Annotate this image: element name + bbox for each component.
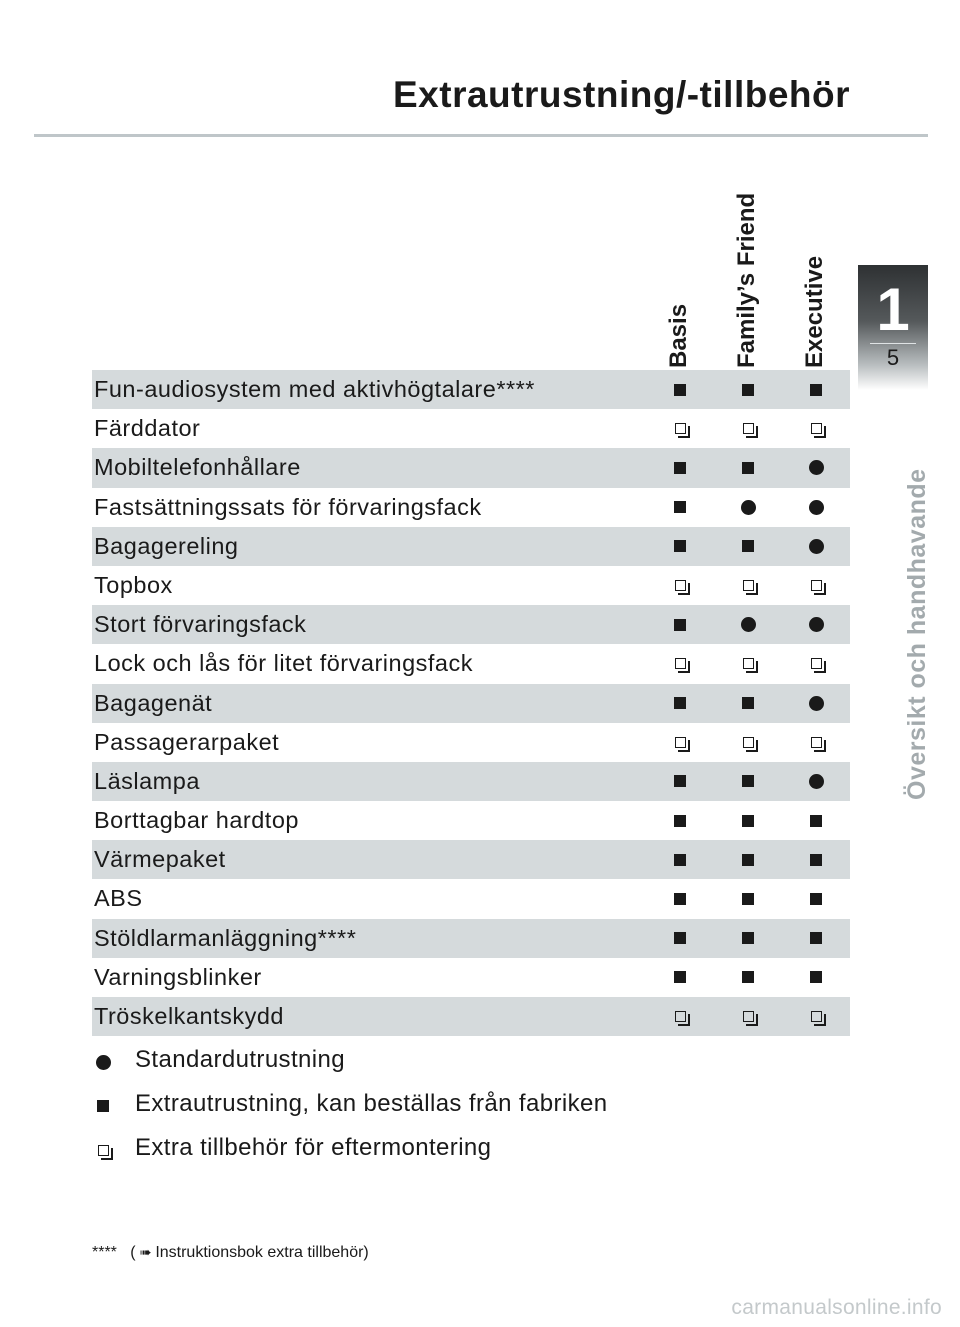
- row-mark-cell: [733, 997, 763, 1036]
- filled-square-icon: [742, 697, 754, 709]
- row-mark-cell: [665, 409, 695, 448]
- legend-symbol: [92, 1128, 114, 1172]
- filled-square-icon: [674, 854, 686, 866]
- table-row: [92, 762, 850, 801]
- row-mark-cell: [733, 840, 763, 879]
- filled-square-icon: [742, 932, 754, 944]
- filled-square-icon: [674, 932, 686, 944]
- row-mark-cell: [801, 723, 831, 762]
- row-label: ABS: [94, 885, 143, 912]
- row-mark-cell: [665, 644, 695, 683]
- legend-symbol: [92, 1040, 114, 1084]
- filled-square-icon: [742, 775, 754, 787]
- row-mark-cell: [665, 919, 695, 958]
- row-mark-cell: [733, 605, 763, 644]
- filled-square-icon: [742, 854, 754, 866]
- row-mark-cell: [733, 723, 763, 762]
- box-checkmark-icon: [811, 737, 822, 748]
- table-row: [92, 370, 850, 409]
- filled-circle-icon: [741, 500, 756, 515]
- row-mark-cell: [665, 997, 695, 1036]
- row-label: Färddator: [94, 415, 201, 442]
- row-label: Stöldlarmanläggning****: [94, 924, 357, 951]
- table-row: [92, 605, 850, 644]
- row-mark-cell: [801, 448, 831, 487]
- title-divider: [34, 134, 928, 137]
- filled-square-icon: [810, 971, 822, 983]
- filled-square-icon: [810, 932, 822, 944]
- row-mark-cell: [665, 879, 695, 918]
- filled-square-icon: [810, 815, 822, 827]
- filled-square-icon: [742, 540, 754, 552]
- row-label: Fastsättningssats för förvaringsfack: [94, 493, 482, 520]
- row-label: Fun-audiosystem med aktivhögtalare****: [94, 376, 535, 402]
- chapter-number: 1: [876, 276, 910, 343]
- row-mark-cell: [733, 644, 763, 683]
- box-checkmark-icon: [743, 658, 754, 669]
- box-checkmark-icon: [743, 423, 754, 434]
- row-mark-cell: [665, 684, 695, 723]
- footnote-open: (: [130, 1244, 136, 1261]
- filled-square-icon: [742, 384, 754, 396]
- table-row: [92, 488, 850, 527]
- row-label: Tröskelkantskydd: [94, 1003, 284, 1029]
- filled-square-icon: [742, 971, 754, 983]
- row-mark-cell: [665, 801, 695, 840]
- filled-square-icon: [674, 893, 686, 905]
- row-mark-cell: [801, 644, 831, 683]
- row-mark-cell: [801, 488, 831, 527]
- row-mark-cell: [665, 370, 695, 409]
- row-label: Läslampa: [94, 767, 200, 794]
- box-checkmark-icon: [811, 423, 822, 434]
- table-row: [92, 840, 850, 879]
- filled-circle-icon: [809, 500, 824, 515]
- row-mark-cell: [801, 762, 831, 801]
- row-mark-cell: [801, 879, 831, 918]
- filled-square-icon: [674, 775, 686, 787]
- row-mark-cell: [733, 958, 763, 997]
- row-label: Varningsblinker: [94, 963, 262, 990]
- row-mark-cell: [733, 488, 763, 527]
- row-mark-cell: [665, 958, 695, 997]
- filled-square-icon: [674, 501, 686, 513]
- row-mark-cell: [801, 527, 831, 566]
- box-checkmark-icon: [675, 658, 686, 669]
- table-row: [92, 879, 850, 918]
- page-title: Extrautrustning/-tillbehör: [393, 74, 850, 115]
- row-mark-cell: [733, 527, 763, 566]
- filled-square-icon: [674, 971, 686, 983]
- footnote-text: Instruktionsbok extra tillbehör): [155, 1244, 369, 1261]
- filled-square-icon: [810, 893, 822, 905]
- filled-square-icon: [810, 384, 822, 396]
- box-checkmark-icon: [675, 580, 686, 591]
- legend-text: Extra tillbehör för eftermontering: [135, 1134, 492, 1161]
- row-mark-cell: [665, 762, 695, 801]
- row-mark-cell: [733, 448, 763, 487]
- table-row: [92, 566, 850, 605]
- row-mark-cell: [801, 370, 831, 409]
- filled-circle-icon: [809, 774, 824, 789]
- row-mark-cell: [665, 527, 695, 566]
- filled-square-icon: [674, 815, 686, 827]
- row-label: Bagagenät: [94, 689, 213, 716]
- table-row: [92, 409, 850, 448]
- box-checkmark-icon: [743, 737, 754, 748]
- chapter-tab: [858, 265, 928, 390]
- row-label: Mobiltelefonhållare: [94, 454, 301, 481]
- row-mark-cell: [733, 762, 763, 801]
- row-mark-cell: [801, 605, 831, 644]
- row-label: Bagagereling: [94, 532, 239, 559]
- legend-text: Standardutrustning: [135, 1046, 346, 1073]
- row-label: Lock och lås för litet förvaringsfack: [94, 650, 473, 677]
- row-mark-cell: [801, 997, 831, 1036]
- table-row: [92, 723, 850, 762]
- filled-square-icon: [742, 462, 754, 474]
- box-checkmark-icon: [811, 580, 822, 591]
- box-checkmark-icon: [675, 1011, 686, 1022]
- row-mark-cell: [665, 566, 695, 605]
- row-mark-cell: [665, 448, 695, 487]
- box-checkmark-icon: [98, 1145, 109, 1156]
- filled-square-icon: [674, 462, 686, 474]
- table-row: [92, 958, 850, 997]
- box-checkmark-icon: [675, 737, 686, 748]
- filled-circle-icon: [96, 1055, 111, 1070]
- row-mark-cell: [733, 919, 763, 958]
- filled-square-icon: [97, 1100, 109, 1112]
- row-mark-cell: [733, 684, 763, 723]
- row-label: Topbox: [94, 571, 173, 598]
- row-mark-cell: [733, 566, 763, 605]
- filled-square-icon: [742, 815, 754, 827]
- page-number: 5: [886, 345, 900, 370]
- row-mark-cell: [665, 840, 695, 879]
- row-label: Borttagbar hardtop: [94, 807, 299, 834]
- row-mark-cell: [665, 723, 695, 762]
- row-mark-cell: [733, 801, 763, 840]
- filled-circle-icon: [809, 696, 824, 711]
- box-checkmark-icon: [675, 423, 686, 434]
- box-checkmark-icon: [743, 1011, 754, 1022]
- reference-arrow-icon: ➠: [139, 1244, 152, 1260]
- row-label: Värmepaket: [94, 846, 226, 873]
- row-mark-cell: [665, 488, 695, 527]
- table-row: [92, 997, 850, 1036]
- row-mark-cell: [801, 566, 831, 605]
- row-mark-cell: [733, 409, 763, 448]
- table-row: [92, 684, 850, 723]
- table-row: [92, 448, 850, 487]
- filled-circle-icon: [809, 617, 824, 632]
- filled-square-icon: [674, 540, 686, 552]
- row-mark-cell: [801, 958, 831, 997]
- footnote: [92, 1244, 369, 1262]
- filled-square-icon: [742, 893, 754, 905]
- table-row: [92, 527, 850, 566]
- filled-circle-icon: [741, 617, 756, 632]
- row-mark-cell: [801, 409, 831, 448]
- watermark: carmanualsonline.info: [731, 1296, 942, 1319]
- box-checkmark-icon: [743, 580, 754, 591]
- filled-square-icon: [674, 384, 686, 396]
- filled-circle-icon: [809, 460, 824, 475]
- footnote-stars: ****: [92, 1244, 117, 1261]
- filled-square-icon: [674, 619, 686, 631]
- row-mark-cell: [801, 919, 831, 958]
- table-row: [92, 801, 850, 840]
- row-mark-cell: [801, 840, 831, 879]
- row-mark-cell: [801, 684, 831, 723]
- row-mark-cell: [801, 801, 831, 840]
- box-checkmark-icon: [811, 1011, 822, 1022]
- chapter-divider: [870, 343, 916, 344]
- box-checkmark-icon: [811, 658, 822, 669]
- equipment-table: [92, 370, 850, 1036]
- filled-square-icon: [810, 854, 822, 866]
- filled-square-icon: [674, 697, 686, 709]
- row-label: Stort förvaringsfack: [94, 611, 307, 638]
- row-label: Passagerarpaket: [94, 728, 280, 755]
- filled-circle-icon: [809, 539, 824, 554]
- legend-symbol: [92, 1084, 114, 1128]
- table-row: [92, 919, 850, 958]
- table-row: [92, 644, 850, 683]
- row-mark-cell: [733, 370, 763, 409]
- legend-text: Extrautrustning, kan beställas från fabriken: [135, 1090, 608, 1117]
- row-mark-cell: [733, 879, 763, 918]
- row-mark-cell: [665, 605, 695, 644]
